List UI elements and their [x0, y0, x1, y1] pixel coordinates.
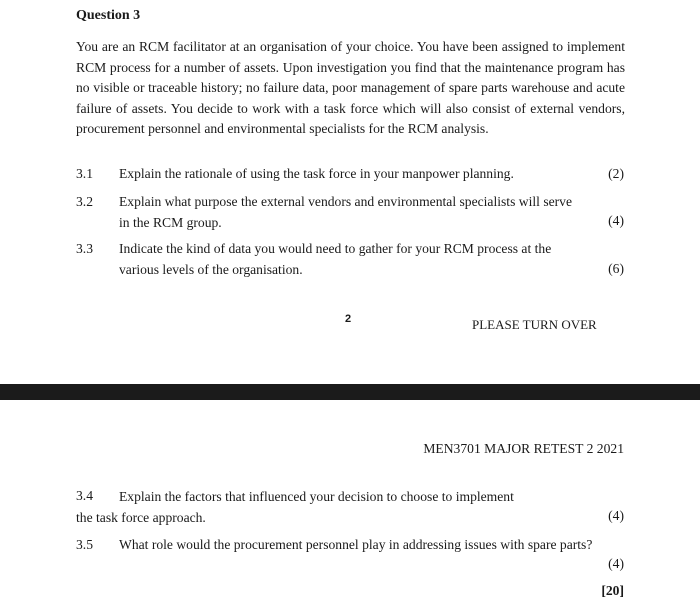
- question-text: Explain what purpose the external vendors and environmental specialists will serve in the RCM group.: [119, 194, 572, 230]
- question-number: 3.2: [76, 194, 93, 209]
- page-divider: [0, 384, 700, 400]
- question-marks: (4): [608, 213, 624, 228]
- document-title: MEN3701 MAJOR RETEST 2 2021: [423, 441, 624, 456]
- page-number: 2: [345, 313, 352, 325]
- question-intro: You are an RCM facilitator at an organisation of your choice. You have been assigned to implement RCM process for a number of assets. Upon investigation you find that the maintenance program has no visible or traceable history; no failure data, poor management of spare parts warehouse and acute failure of assets. You decide to work with a task force which will also consist of external vendors, procurement personnel and environmental specialists for the RCM analysis.: [76, 39, 625, 136]
- question-text: Indicate the kind of data you would need to gather for your RCM process at the various levels of the organisation.: [119, 241, 552, 277]
- question-number: 3.5: [76, 537, 93, 552]
- question-number: 3.3: [76, 241, 93, 256]
- question-number: 3.1: [76, 166, 93, 181]
- question-marks: (4): [608, 508, 624, 523]
- question-marks: (6): [608, 261, 624, 276]
- question-number: 3.4: [76, 488, 93, 503]
- question-heading: Question 3: [76, 8, 141, 23]
- question-marks: (2): [608, 166, 624, 181]
- question-text: Explain the factors that influenced your decision to choose to implement the task force approach.: [76, 489, 514, 525]
- turn-over-note: PLEASE TURN OVER: [472, 317, 597, 332]
- question-text: What role would the procurement personnel play in addressing issues with spare parts?: [119, 537, 593, 552]
- question-text: Explain the rationale of using the task force in your manpower planning.: [119, 166, 514, 181]
- total-marks: [20]: [601, 583, 624, 598]
- question-marks: (4): [608, 556, 624, 571]
